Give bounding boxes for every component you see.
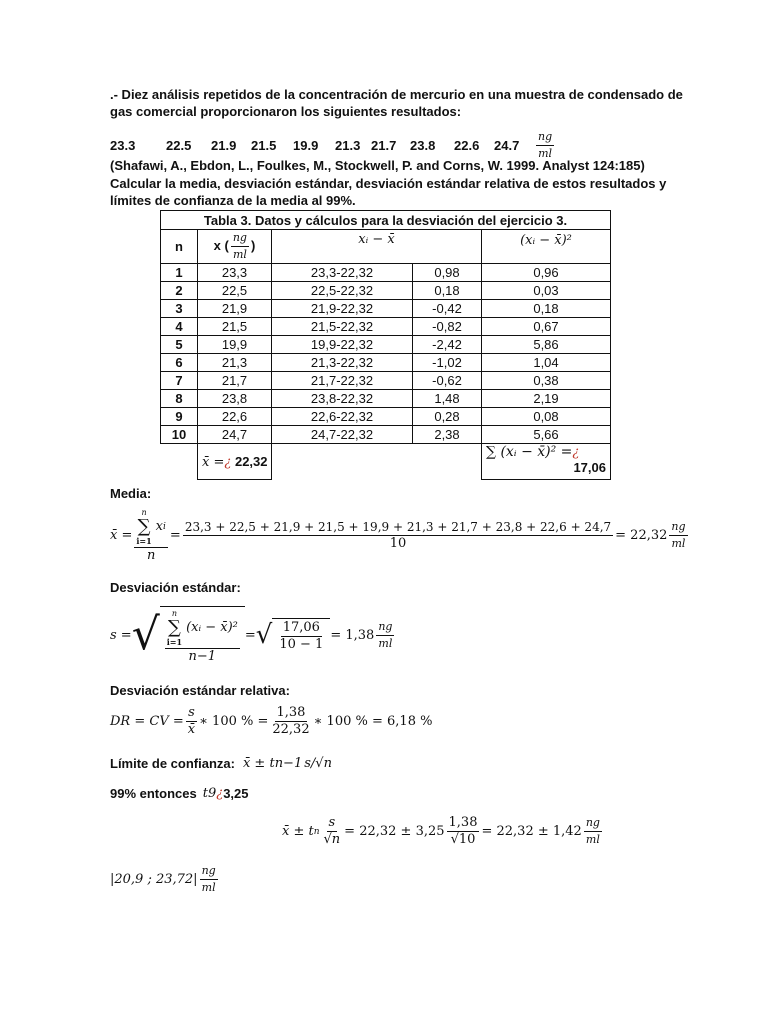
table-row — [161, 408, 611, 426]
row-deviation: 0,28 — [413, 408, 482, 426]
mean-cell: x̄ =¿ 22,32 — [198, 444, 272, 480]
task-line-2: límites de confianza de la media al 99%. — [110, 193, 356, 208]
value-item: 21.5 — [251, 138, 277, 153]
row-squared: 1,04 — [482, 354, 611, 372]
row-deviation: 2,38 — [413, 426, 482, 444]
row-n: 2 — [161, 282, 198, 300]
col-header-x: x ( $\frac{ng}{ml}$ ) — [198, 230, 272, 264]
row-n: 4 — [161, 318, 198, 336]
row-squared: 2,19 — [482, 390, 611, 408]
data-table — [160, 210, 611, 480]
row-x: 21,9 — [198, 300, 272, 318]
row-squared: 0,38 — [482, 372, 611, 390]
intro-line-1: .- Diez análisis repetidos de la concentración de mercurio en una muestra de condensado de — [110, 87, 683, 102]
col-header-squared: (xᵢ − x̄)² — [482, 230, 611, 264]
mean-formula: x̄ = n ∑ i=1 x i n = 23,3 + 22,5 + 21,9 + 21,5 + 19,9 + 21,3 + 21,7 + 23,8 + 22,6 + 24,7 10 = 22,32 $\frac{ng}{ml}$ — [110, 508, 686, 563]
row-x: 22,5 — [198, 282, 272, 300]
table-row — [161, 354, 611, 372]
row-deviation: -0,42 — [413, 300, 482, 318]
value-item: 22.5 — [166, 138, 192, 153]
table-caption: Tabla 3. Datos y cálculos para la desviación del ejercicio 3. — [161, 211, 611, 230]
row-squared: 5,86 — [482, 336, 611, 354]
value-item: 21.3 — [335, 138, 361, 153]
table-row — [161, 318, 611, 336]
table-row — [161, 300, 611, 318]
row-n: 10 — [161, 426, 198, 444]
row-expression: 22,5-22,32 — [272, 282, 413, 300]
row-expression: 23,3-22,32 — [272, 264, 413, 282]
row-squared: 0,18 — [482, 300, 611, 318]
table-row — [161, 372, 611, 390]
interval-result: |20,9 ; 23,72| $\frac{ng}{ml}$ — [110, 864, 216, 894]
media-heading: Media: — [110, 486, 152, 501]
row-squared: 5,66 — [482, 426, 611, 444]
row-deviation: 0,98 — [413, 264, 482, 282]
row-n: 1 — [161, 264, 198, 282]
row-expression: 23,8-22,32 — [272, 390, 413, 408]
value-item: 23.3 — [110, 138, 136, 153]
value-item: 21.9 — [211, 138, 237, 153]
value-item: 24.7 — [494, 138, 520, 153]
row-squared: 0,03 — [482, 282, 611, 300]
row-deviation: 1,48 — [413, 390, 482, 408]
intro-line-2: gas comercial proporcionaron los siguientes resultados: — [110, 104, 462, 119]
row-deviation: -2,42 — [413, 336, 482, 354]
row-x: 24,7 — [198, 426, 272, 444]
value-item: 21.7 — [371, 138, 397, 153]
table-row — [161, 426, 611, 444]
row-expression: 24,7-22,32 — [272, 426, 413, 444]
row-expression: 21,5-22,32 — [272, 318, 413, 336]
row-x: 19,9 — [198, 336, 272, 354]
row-n: 7 — [161, 372, 198, 390]
row-n: 5 — [161, 336, 198, 354]
rel-heading: Desviación estándar relativa: — [110, 683, 290, 698]
row-expression: 21,9-22,32 — [272, 300, 413, 318]
task-line-1: Calcular la media, desviación estándar, desviación estándar relativa de estos resultados y — [110, 176, 667, 191]
row-n: 3 — [161, 300, 198, 318]
row-n: 8 — [161, 390, 198, 408]
values-row — [110, 130, 556, 161]
row-deviation: -0,62 — [413, 372, 482, 390]
row-squared: 0,08 — [482, 408, 611, 426]
citation: (Shafawi, A., Ebdon, L., Foulkes, M., Stockwell, P. and Corns, W. 1999. Analyst 124:185) — [110, 158, 645, 173]
table-row — [161, 264, 611, 282]
table-row — [161, 336, 611, 354]
desv-heading: Desviación estándar: — [110, 580, 241, 595]
limit-line: Límite de confianza: x̄ ± t n−1 s/√n — [110, 756, 332, 771]
row-deviation: -1,02 — [413, 354, 482, 372]
row-x: 21,5 — [198, 318, 272, 336]
value-item: 19.9 — [293, 138, 319, 153]
std-formula: s = √ n ∑ i=1 (xᵢ − x̄)² n−1 = √ $\frac{17,06}{10 - 1}$ = 1,38 $\frac{ng}{ml}$ — [110, 606, 396, 664]
row-expression: 19,9-22,32 — [272, 336, 413, 354]
row-x: 23,8 — [198, 390, 272, 408]
row-n: 6 — [161, 354, 198, 372]
sum-squares-cell: ∑ (xᵢ − x̄)² =¿ 17,06 — [482, 444, 611, 480]
row-deviation: -0,82 — [413, 318, 482, 336]
row-squared: 0,67 — [482, 318, 611, 336]
row-x: 21,3 — [198, 354, 272, 372]
table-row — [161, 282, 611, 300]
unit-fraction: $\frac{ng}{ml}$ — [538, 130, 553, 160]
row-n: 9 — [161, 408, 198, 426]
row-squared: 0,96 — [482, 264, 611, 282]
t99-line: 99% entonces t 9 ¿ 3,25 — [110, 786, 249, 801]
row-x: 22,6 — [198, 408, 272, 426]
row-x: 23,3 — [198, 264, 272, 282]
value-item: 22.6 — [454, 138, 480, 153]
col-header-n: n — [161, 230, 198, 264]
row-deviation: 0,18 — [413, 282, 482, 300]
rel-formula: DR = CV = $\frac{s}{x̄}$ ∗ 100 % = $\frac{1,38}{22,32}$ ∗ 100 % = 6,18 % — [110, 705, 433, 737]
row-expression: 21,3-22,32 — [272, 354, 413, 372]
row-expression: 22,6-22,32 — [272, 408, 413, 426]
ci-formula: x̄ ± t n $\frac{s}{√n}$ = 22,32 ± 3,25 $\frac{1,38}{√10}$ = 22,32 ± 1,42 $\frac{ng}{ml}$ — [282, 815, 600, 847]
table-row — [161, 390, 611, 408]
row-x: 21,7 — [198, 372, 272, 390]
col-header-deviation: xᵢ − x̄ — [272, 230, 482, 264]
value-item: 23.8 — [410, 138, 436, 153]
row-expression: 21,7-22,32 — [272, 372, 413, 390]
